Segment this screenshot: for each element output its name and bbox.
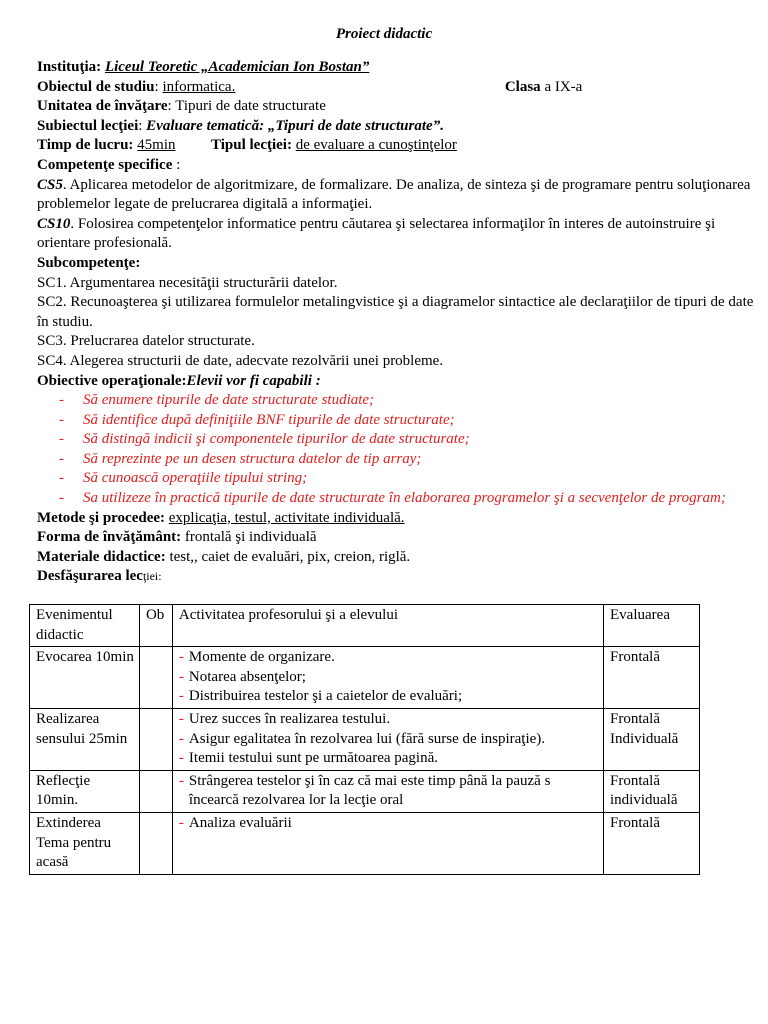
table-row	[30, 647, 700, 709]
materials-value: test,, caiet de evaluări, pix, creion, riglă.	[169, 548, 411, 565]
table-header-row	[30, 605, 700, 647]
row-event: Evocarea 10min	[30, 647, 140, 709]
institution-line	[37, 58, 761, 78]
flow-label-suffix: ţiei:	[142, 569, 162, 584]
table-row	[30, 770, 700, 812]
topic-value: Evaluare tematică: „Tipuri de date structurate”.	[146, 117, 444, 134]
competences-heading: Competenţe specifice	[37, 156, 173, 173]
time-label: Timp de lucru:	[37, 137, 134, 154]
competences-heading-line: Competenţe specifice :	[37, 156, 181, 173]
unit-line: Unitatea de învăţare: Tipuri de date structurate	[37, 98, 326, 115]
activity-item: - Asigur egalitatea în rezolvarea lui (fără surse de inspiraţie).	[179, 730, 598, 750]
form-label: Forma de învăţământ:	[37, 529, 182, 546]
row-event: Reflecţie 10min.	[30, 770, 140, 812]
activity-item: - Strângerea testelor şi în caz că mai este timp până la pauză s încearcă rezolvarea lor la lecţie oral	[179, 772, 598, 811]
lesson-type-label: Tipul lecţiei:	[211, 137, 292, 154]
unit-value: Tipuri de date structurate	[175, 98, 326, 115]
objectives-heading: Obiective operaţionale:	[37, 372, 187, 389]
table-row	[30, 812, 700, 874]
subcompetence-item: SC2. Recunoaşterea şi utilizarea formulelor metalingvistice şi a diagramelor sintactice ale declaraţiilor de tipuri de date în studiu.	[37, 294, 754, 330]
subcompetence-item: SC4. Alegerea structurii de date, adecvate rezolvării unei probleme.	[37, 352, 444, 369]
header-activity: Activitatea profesorului şi a elevului	[172, 605, 603, 647]
subcompetences-heading: Subcompetenţe:	[37, 254, 141, 271]
flow-label: Desfăşurarea lec	[37, 568, 143, 585]
time-value: 45min	[137, 137, 176, 154]
row-evaluation: Frontală individuală	[604, 770, 700, 812]
row-evaluation: Frontală Individuală	[604, 708, 700, 770]
objectives-list	[37, 391, 761, 509]
row-activities	[172, 770, 603, 812]
class-label: Clasa	[504, 78, 541, 95]
objective-item: - Să distingă indicii şi componentele tipurilor de date structurate;	[37, 430, 761, 450]
flow-line	[37, 567, 761, 587]
materials-line	[37, 548, 761, 568]
institution-value: Liceul Teoretic „Academician Ion Bostan”	[104, 59, 370, 75]
subcompetence-item: SC3. Prelucrarea datelor structurate.	[37, 333, 255, 350]
objective-item: - Să enumere tipurile de date structurate studiate;	[37, 391, 761, 411]
subcompetence-item: SC1. Argumentarea necesităţii structurării datelor.	[37, 274, 338, 291]
lesson-type-value: de evaluare a cunoştinţelor	[295, 137, 457, 154]
class-value: a IX-a	[544, 78, 583, 95]
activity-item: - Analiza evaluării	[179, 814, 598, 834]
cs10-code: CS10	[37, 215, 71, 232]
time-line	[37, 136, 761, 156]
document-title: Proiect didactic	[335, 26, 433, 42]
activity-item: - Distribuirea testelor şi a caietelor de evaluări;	[179, 687, 598, 707]
row-activities	[172, 647, 603, 709]
methods-label: Metode şi procedee:	[37, 509, 166, 526]
cs5-text: . Aplicarea metodelor de algoritmizare, de formalizare. De analiza, de sinteza şi de programare pentru soluţionarea problemelor legate de prelucrarea digitală a informaţiei.	[37, 176, 751, 213]
row-ob	[139, 812, 172, 874]
objective-item: - Să identifice după definiţiile BNF tipurile de date structurate;	[37, 411, 761, 431]
header-ob: Ob	[139, 605, 172, 647]
row-ob	[139, 708, 172, 770]
form-line	[37, 528, 761, 548]
objectives-heading-line	[37, 372, 761, 392]
activity-item: - Itemii testului sunt pe următoarea pagină.	[179, 749, 598, 769]
row-activities	[172, 708, 603, 770]
topic-line: Subiectul lecţiei: Evaluare tematică: „Tipuri de date structurate”.	[37, 117, 444, 134]
row-ob	[139, 647, 172, 709]
topic-label: Subiectul lecţiei	[37, 117, 139, 134]
competence-cs5	[37, 176, 761, 215]
activity-item: - Notarea absenţelor;	[179, 668, 598, 688]
objective-item: - Să reprezinte pe un desen structura datelor de tip array;	[37, 450, 761, 470]
cs5-code: CS5	[37, 176, 63, 193]
institution-label: Instituţia:	[37, 59, 102, 75]
materials-label: Materiale didactice:	[37, 548, 166, 565]
objectives-subheading: Elevii vor fi capabili :	[186, 372, 321, 389]
subject-value: informatica.	[162, 78, 236, 95]
lesson-flow-table	[29, 604, 700, 875]
subject-line: Obiectul de studiu: informatica. Clasa a IX-a	[37, 78, 583, 95]
header-event: Evenimentul didactic	[30, 605, 140, 647]
row-evaluation: Frontală	[604, 647, 700, 709]
methods-line	[37, 509, 761, 529]
subject-label: Obiectul de studiu	[37, 78, 155, 95]
methods-value: explicaţia, testul, activitate individuală.	[168, 509, 405, 526]
row-activities	[172, 812, 603, 874]
header-evaluation: Evaluarea	[604, 605, 700, 647]
row-evaluation: Frontală	[604, 812, 700, 874]
row-event: Realizarea sensului 25min	[30, 708, 140, 770]
activity-item: - Urez succes în realizarea testului.	[179, 710, 598, 730]
competence-cs10	[37, 215, 761, 254]
table-row	[30, 708, 700, 770]
objective-item: - Să cunoască operaţiile tipului string;	[37, 469, 761, 489]
unit-label: Unitatea de învăţare	[37, 98, 168, 115]
form-value: frontală şi individuală	[184, 529, 317, 546]
activity-item: - Momente de organizare.	[179, 648, 598, 668]
objective-item: - Sa utilizeze în practică tipurile de date structurate în elaborarea programelor şi a secvenţelor de program;	[37, 489, 761, 509]
row-ob	[139, 770, 172, 812]
row-event: Extinderea Tema pentru acasă	[30, 812, 140, 874]
document-body	[37, 58, 761, 587]
cs10-text: . Folosirea competenţelor informatice pentru căutarea şi selectarea informaţilor în interes de autoinstruire şi orientare profesională.	[37, 215, 716, 252]
